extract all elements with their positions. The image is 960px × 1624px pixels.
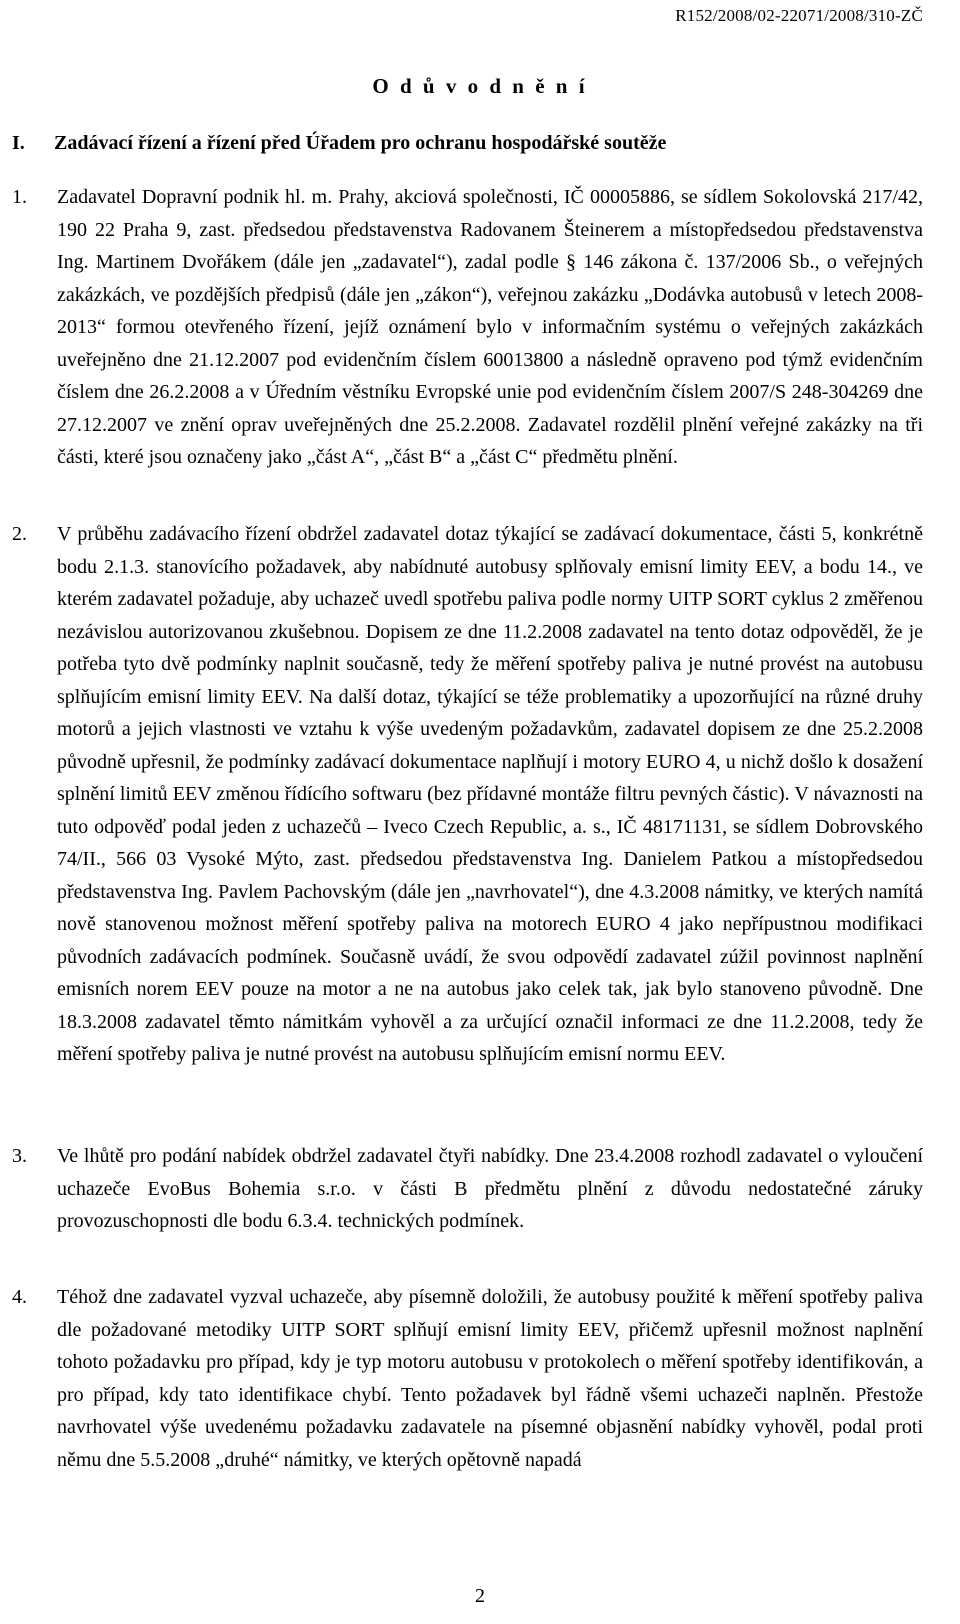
- paragraph-3: [12, 1140, 923, 1238]
- document-title: O d ů v o d n ě n í: [372, 74, 588, 98]
- paragraph-number: 4.: [12, 1286, 27, 1308]
- reference-number: R152/2008/02-22071/2008/310-ZČ: [675, 6, 923, 25]
- paragraph-text: Ve lhůtě pro podání nabídek obdržel zadavatel čtyři nabídky. Dne 23.4.2008 rozhodl zadavatel o vyloučení uchazeče EvoBus Bohemia s.r.o. v části B předmětu plnění z důvodu nedostatečné záruky provozuschopnosti dle bodu 6.3.4. technických podmínek.: [57, 1145, 923, 1232]
- paragraph-number: 2.: [12, 523, 27, 545]
- paragraph-text: V průběhu zadávacího řízení obdržel zadavatel dotaz týkající se zadávací dokumentace, části 5, konkrétně bodu 2.1.3. stanovícího požadavek, aby nabídnuté autobusy splňovaly emisní limity EEV, a bodu 14., ve kterém zadavatel požaduje, aby uchazeč uvedl spotřebu paliva podle normy UITP SORT cyklus 2 změřenou nezávislou autorizovanou zkušebnou. Dopisem ze dne 11.2.2008 zadavatel na tento dotaz odpověděl, že je potřeba tyto dvě podmínky naplnit současně, tedy že měření spotřeby paliva je nutné provést na autobusu splňujícím emisní limity EEV. Na další dotaz, týkající se téže problematiky a upozorňující na různé druhy motorů a jejich vlastnosti ve vztahu k výše uvedeným požadavkům, zadavatel dopisem ze dne 25.2.2008 původně upřesnil, že podmínky zadávací dokumentace naplňují i motory EURO 4, u nichž došlo k dosažení splnění limitů EEV změnou řídícího softwaru (bez přídavné montáže filtru pevných částic). V návaznosti na tuto odpověď podal jeden z uchazečů – Iveco Czech Republic, a. s., IČ 48171131, se sídlem Dobrovského 74/II., 566 03 Vysoké Mýto, zast. předsedou představenstva Ing. Danielem Patkou a místopředsedou představenstva Ing. Pavlem Pachovským (dále jen „navrhovatel“), dne 4.3.2008 námitky, ve kterých namítá nově stanovenou možnost měření spotřeby paliva na motorech EURO 4 jako nepřípustnou modifikaci původních zadávacích podmínek. Současně uvádí, že svou odpovědí zadavatel zúžil povinnost naplnění emisních norem EEV pouze na motor a ne na autobus jako celek tak, jak bylo stanoveno původně. Dne 18.3.2008 zadavatel těmto námitkám vyhověl a za určující označil informaci ze dne 11.2.2008, tedy že měření spotřeby paliva je nutné provést na autobusu splňujícím emisní normu EEV.: [57, 523, 923, 1065]
- paragraph-number: 3.: [12, 1145, 27, 1167]
- page-number: 2: [475, 1585, 485, 1607]
- paragraph-2: [12, 518, 923, 1071]
- paragraph-4: [12, 1281, 923, 1476]
- paragraph-text: Téhož dne zadavatel vyzval uchazeče, aby písemně doložili, že autobusy použité k měření spotřeby paliva dle požadované metodiky UITP SORT splňují emisní limity EEV, přičemž upřesnil možnost naplnění tohoto požadavku pro případ, kdy je typ motoru autobusu v protokolech o měření spotřeby identifikován, a pro případ, kdy tato identifikace chybí. Tento požadavek byl řádně všemi uchazeči naplněn. Přestože navrhovatel výše uvedenému požadavku zadavatele na písemné objasnění nabídky vyhověl, podal proti němu dne 5.5.2008 „druhé“ námitky, ve kterých opětovně napadá: [57, 1286, 923, 1471]
- section-heading: [12, 132, 923, 155]
- section-heading-text: Zadávací řízení a řízení před Úřadem pro ochranu hospodářské soutěže: [54, 132, 667, 154]
- paragraph-1: [12, 181, 923, 474]
- paragraph-number: 1.: [12, 186, 27, 208]
- section-number: I.: [12, 132, 25, 154]
- paragraph-text: Zadavatel Dopravní podnik hl. m. Prahy, akciová společnosti, IČ 00005886, se sídlem Sokolovská 217/42, 190 22 Praha 9, zast. předsedou představenstva Radovanem Šteinerem a místopředsedou představenstva Ing. Martinem Dvořákem (dále jen „zadavatel“), zadal podle § 146 zákona č. 137/2006 Sb., o veřejných zakázkách, ve pozdějších předpisů (dále jen „zákon“), veřejnou zakázku „Dodávka autobusů v letech 2008-2013“ formou otevřeného řízení, jejíž oznámení bylo v informačním systému o veřejných zakázkách uveřejněno dne 21.12.2007 pod evidenčním číslem 60013800 a následně opraveno pod týmž evidenčním číslem dne 26.2.2008 a v Úředním věstníku Evropské unie pod evidenčním číslem 2007/S 248-304269 dne 27.12.2007 ve znění oprav uveřejněných dne 25.2.2008. Zadavatel rozdělil plnění veřejné zakázky na tři části, které jsou označeny jako „část A“, „část B“ a „část C“ předmětu plnění.: [57, 186, 923, 468]
